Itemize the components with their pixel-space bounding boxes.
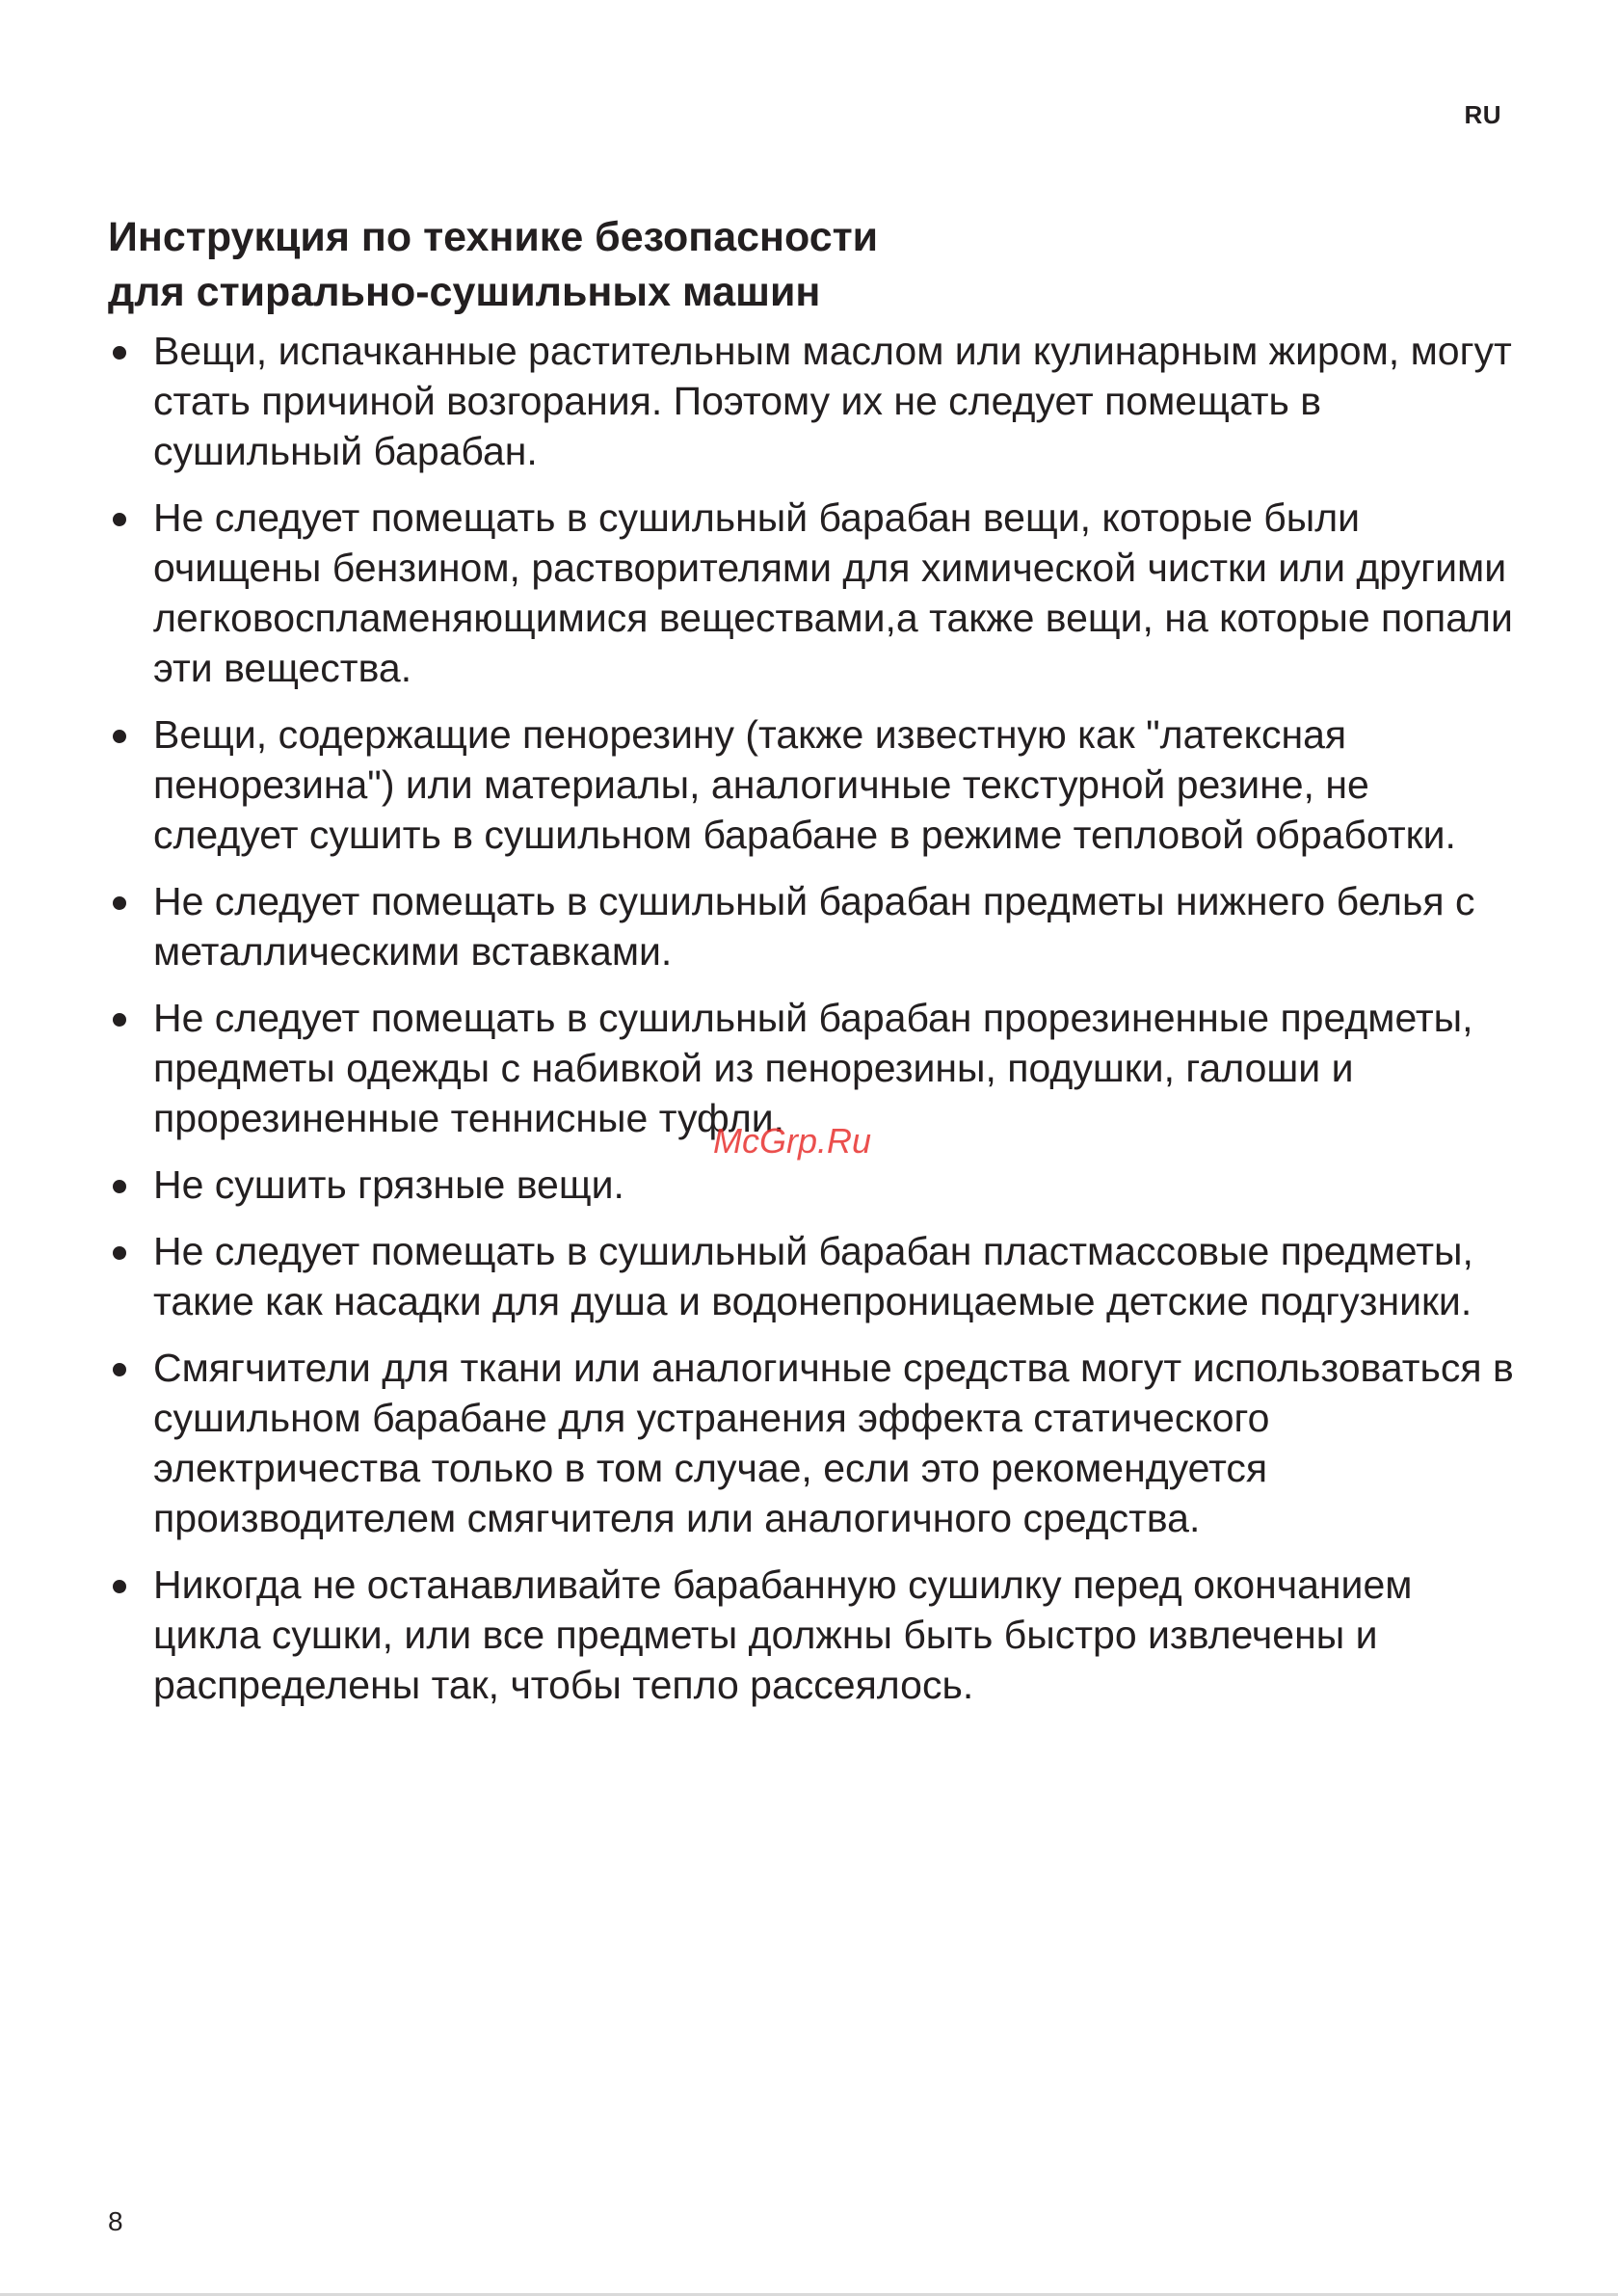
list-item bbox=[108, 876, 1515, 976]
list-item bbox=[108, 493, 1515, 693]
bullet-icon bbox=[113, 896, 126, 910]
list-item bbox=[108, 1160, 1515, 1210]
language-label: RU bbox=[1464, 100, 1501, 129]
list-item bbox=[108, 1343, 1515, 1543]
bullet-icon bbox=[113, 1363, 126, 1376]
list-item-text: Вещи, испачканные растительным маслом или кулинарным жиром, могут стать причиной возгорания. Поэтому их не следует помещать в сушильный барабан. bbox=[153, 329, 1512, 473]
page-title bbox=[108, 210, 1457, 320]
watermark: McGrp.Ru bbox=[713, 1121, 872, 1161]
title-line-2: для стирально-сушильных машин bbox=[108, 269, 821, 315]
page-number: 8 bbox=[108, 2206, 123, 2236]
list-item bbox=[108, 1226, 1515, 1326]
list-item-text: Не следует помещать в сушильный барабан предметы нижнего белья с металлическими вставками. bbox=[153, 879, 1475, 974]
list-item-text: Не сушить грязные вещи. bbox=[153, 1162, 624, 1207]
list-item bbox=[108, 709, 1515, 860]
list-item-text: Вещи, содержащие пенорезину (также известную как "латексная пенорезина") или материалы, аналогичные текстурной резине, не следует сушить в сушильном барабане в режиме тепловой обработки. bbox=[153, 712, 1456, 857]
title-line-1: Инструкция по технике безопасности bbox=[108, 214, 879, 260]
list-item-text: Не следует помещать в сушильный барабан вещи, которые были очищены бензином, растворителями для химической чистки или другими легковоспламеняющимися веществами,а также вещи, на которые попали эти вещества. bbox=[153, 495, 1513, 690]
list-item bbox=[108, 326, 1515, 476]
bullet-icon bbox=[113, 1246, 126, 1260]
bullet-icon bbox=[113, 346, 126, 360]
list-item-text: Смягчители для ткани или аналогичные средства могут использоваться в сушильном барабане для устранения эффекта статического электричества только в том случае, если это рекомендуется производителем смягчителя или аналогичного средства. bbox=[153, 1346, 1514, 1540]
list-item bbox=[108, 1560, 1515, 1710]
bullet-icon bbox=[113, 1180, 126, 1193]
bullet-icon bbox=[113, 513, 126, 526]
list-item-text: Никогда не останавливайте барабанную сушилку перед окончанием цикла сушки, или все предметы должны быть быстро извлечены и распределены так, чтобы тепло рассеялось. bbox=[153, 1562, 1413, 1707]
list-item-text: Не следует помещать в сушильный барабан пластмассовые предметы, такие как насадки для душа и водонепроницаемые детские подгузники. bbox=[153, 1229, 1473, 1323]
safety-instructions-list bbox=[108, 326, 1515, 1726]
bullet-icon bbox=[113, 730, 126, 743]
bullet-icon bbox=[113, 1580, 126, 1593]
bullet-icon bbox=[113, 1013, 126, 1027]
list-item-text: Не следует помещать в сушильный барабан прорезиненные предметы, предметы одежды с набивкой из пенорезины, подушки, галоши и прорезиненные теннисные туфли. bbox=[153, 996, 1473, 1140]
